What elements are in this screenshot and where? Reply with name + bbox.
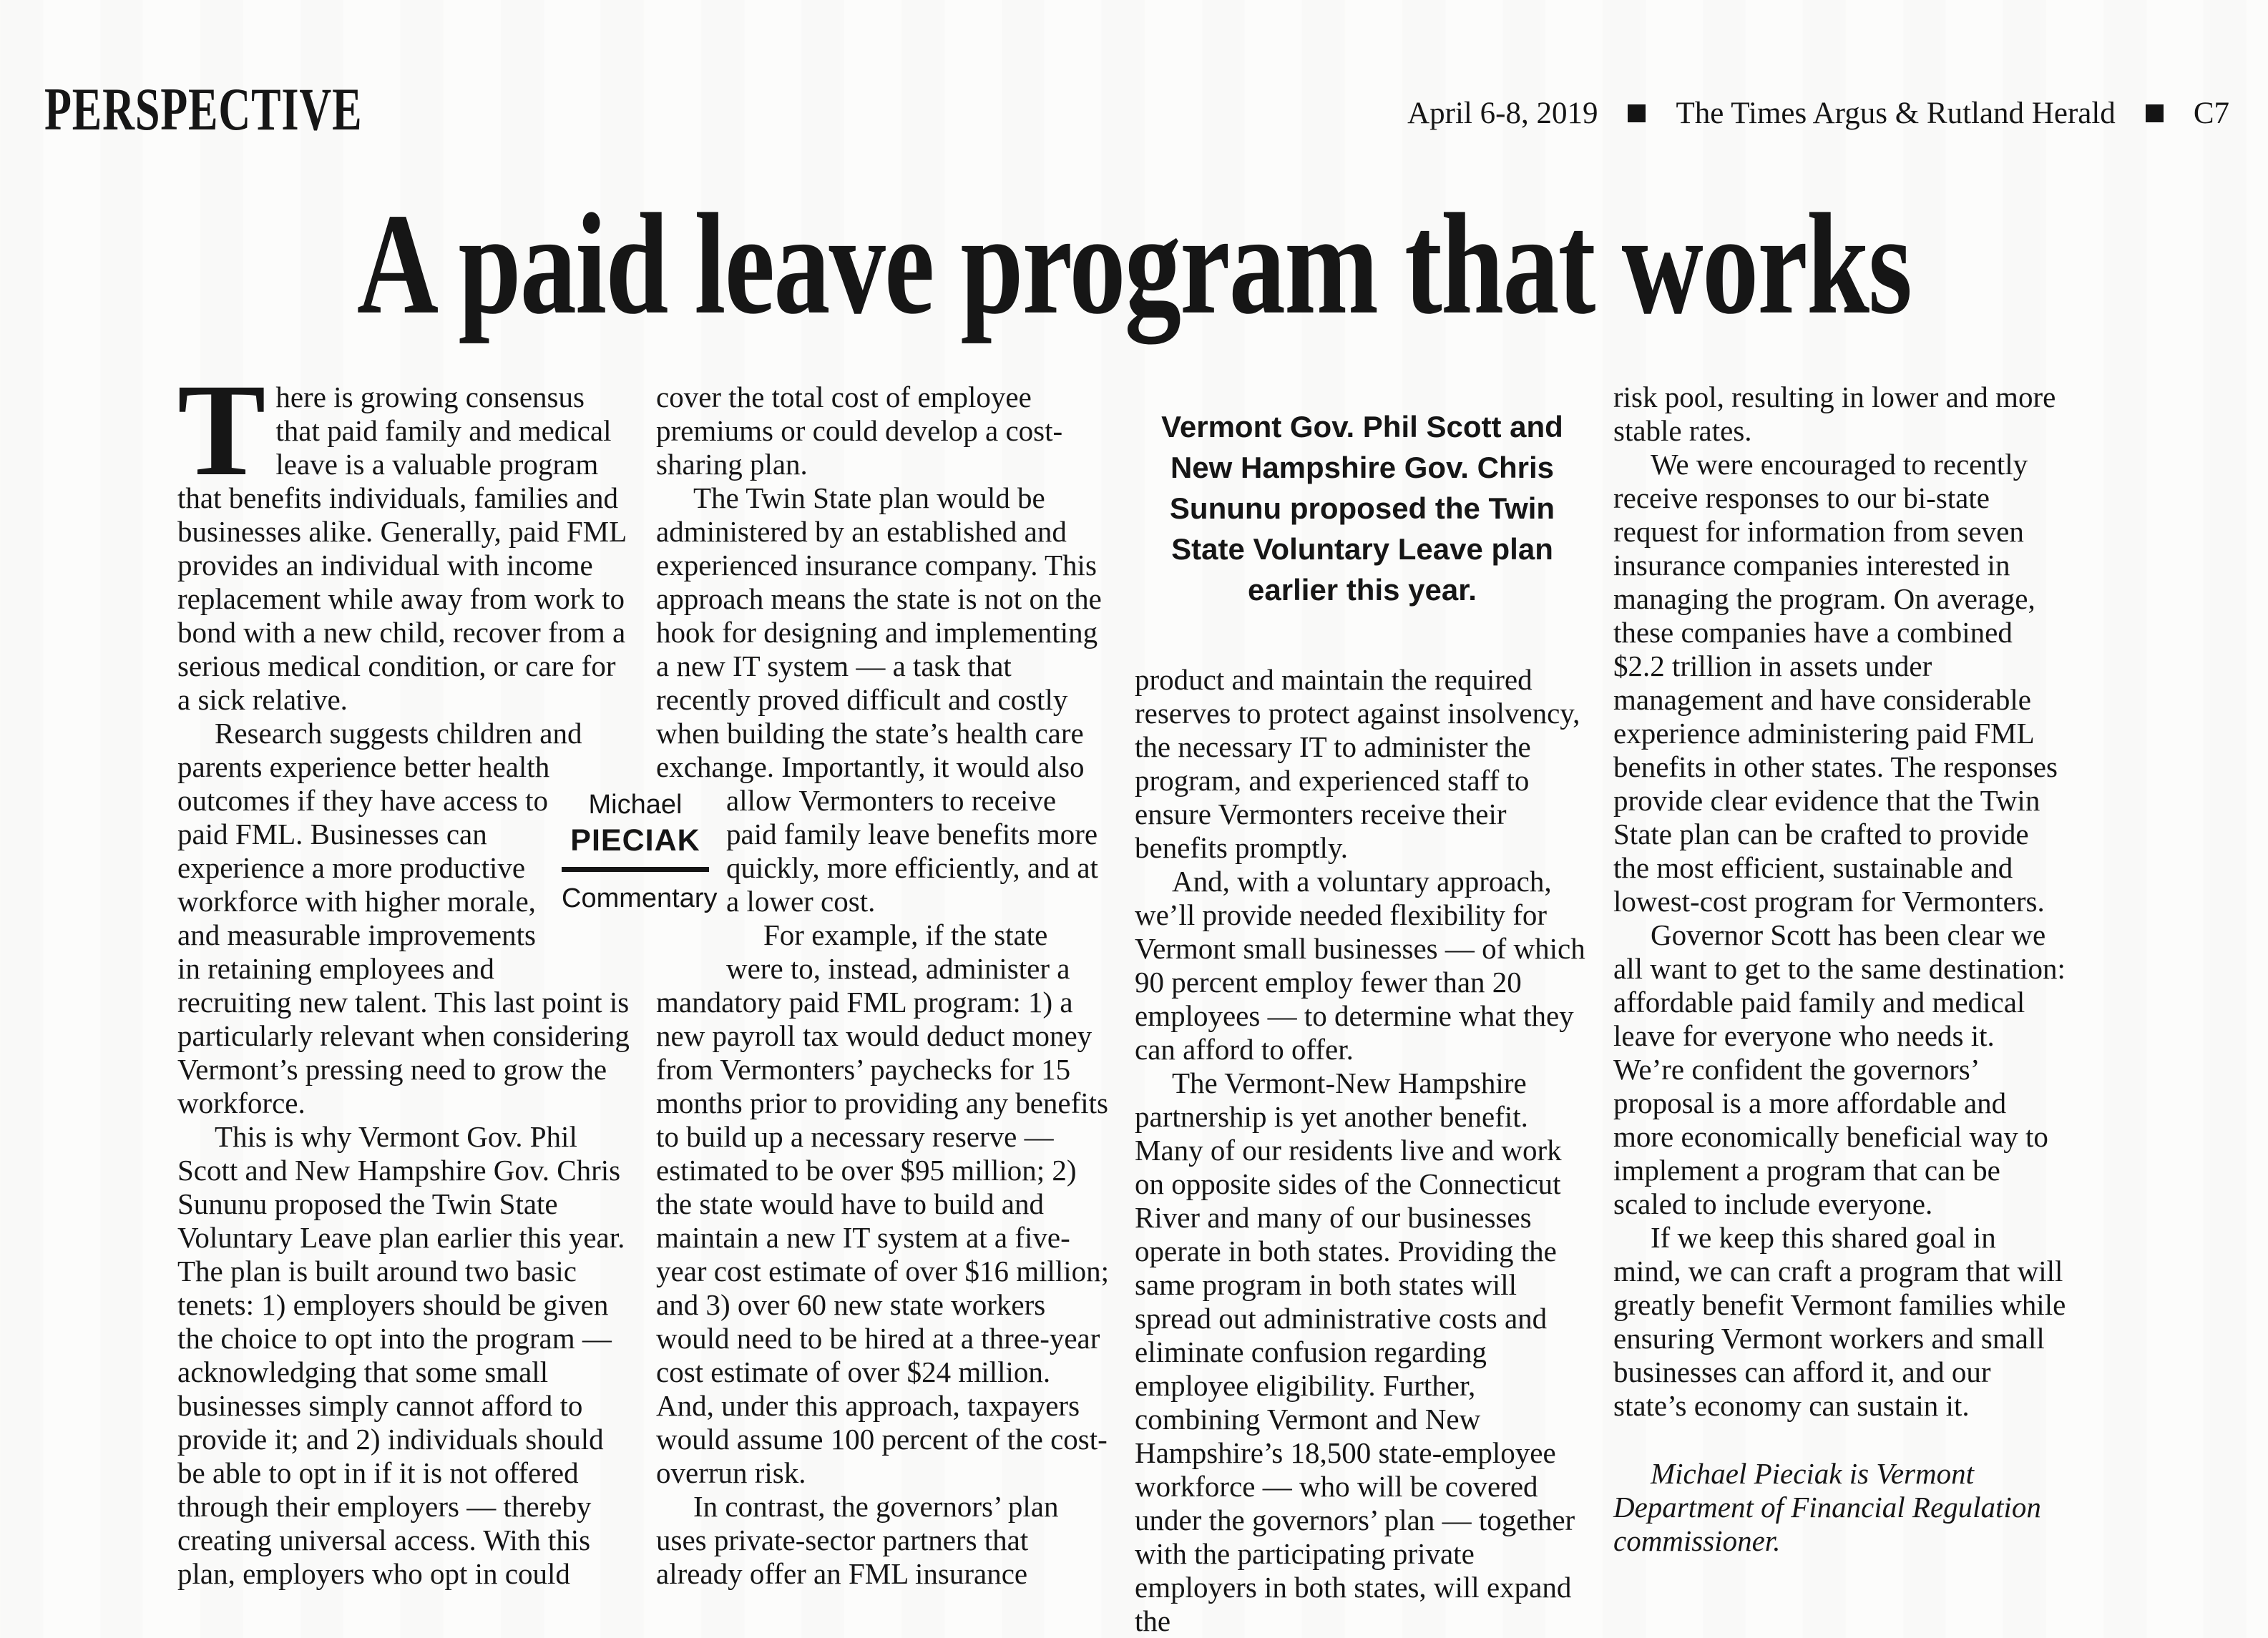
article-paragraph: In contrast, the governors’ plan uses private-sector partners that already offer an FML insurance [656,1490,1059,1590]
article-paragraph [562,481,1111,918]
article-paragraph: And, with a voluntary approach, we’ll provide needed flexibility for Vermont small businesses — of which 90 percent employ fewer than 20 employees — to determine what they can afford to offer. [1135,865,1585,1066]
article-paragraph: For example, if the state were to, instead, administer a mandatory paid FML program: 1) a new payroll tax would deduct money from Vermonters’ paychecks for 15 months prior to providing any benefits to build up a necessary reserve — estimated to be over $95 million; 2) the state would have to build and maintain a new IT system at a five-year cost estimate of over $16 million; and 3) over 60 new state workers would need to be hired at a three-year cost estimate of over $24 million. And, under this approach, taxpayers would assume 100 percent of the cost-overrun risk. [656,918,1110,1489]
publication-name: The Times Argus & Rutland Herald [1676,97,2116,130]
paragraph-text: Research suggests children and parents experience better health outcomes if they have access to [177,717,582,817]
article-paragraph: The Vermont-New Hampshire partnership is yet another benefit. Many of our residents live and work on opposite sides of the Connecticut River and many of our businesses operate in both states. Providing the same program in both states will spread out administrative costs and eliminate confusion regarding employee eligibility. Further, combining Vermont and New Hampshire’s 18,500 state-employee workforce — who will be covered under the governors’ plan — together with the participating private employers in both states, will expand the [1135,1066,1575,1637]
headline: A paid leave program that works [356,183,1912,344]
masthead-left [44,76,423,144]
article-paragraph: We were encouraged to recently receive responses to our bi-state request for information from seven insurance companies interested in managing the program. On average, these companies have a combined $2.2 trillion in assets under management and have considerable experience administering paid FML benefits in other states. The responses provide clear evidence that the Twin State plan can be crafted to provide the most efficient, sustainable and lowest-cost program for Vermonters. [1613,448,2058,918]
byline-box [562,788,718,960]
masthead-right [1407,96,2229,131]
paragraph-text: paid FML. Businesses can experience a more productive workforce with higher morale, and measurable improvements in retaining employees and recruiting new talent. This last point is particularly relevant when considering Vermont’s pressing need to grow the workforce. [177,818,630,1119]
article-paragraph: product and maintain the required reserves to protect against insolvency, the necessary IT to administer the program, and experienced staff to ensure Vermonters receive their benefits promptly. [1135,663,1580,864]
section-title: PERSPECTIVE [44,77,363,144]
article-column-2 [562,381,1111,1638]
article-column-1 [177,357,632,1638]
issue-date: April 6-8, 2019 [1407,97,1598,130]
paragraph-text: The Twin State plan would be administered by an established and experienced insurance company. This approach means the state is not on the hook for designing and implementing a new IT system — a task that recently proved difficult and costly when building the state’s health care exchange. Importantly, it would also allow [656,481,1102,817]
page-number: C7 [2193,97,2229,130]
article-paragraph [177,357,632,717]
article-paragraph: cover the total cost of employee premiums or could develop a cost-sharing plan. [656,381,1063,481]
article-paragraph: If we keep this shared goal in mind, we can craft a program that will greatly benefit Vermont families while ensuring Vermont workers and small businesses can afford it, and our state’s economy can sustain it. [1613,1221,2066,1422]
article-paragraph: Governor Scott has been clear we all want to get to the same destination: affordable paid family and medical leave for everyone who needs it. We’re confident the governors’ proposal is a more affordable and more economically beneficial way to implement a program that can be scaled to include everyone. [1613,918,2066,1220]
paragraph-text: Vermonters to receive paid family leave benefits more quickly, more efficiently, and at a lower cost. [726,784,1098,918]
paragraph-text: here is growing consensus that paid family and medical leave is a valuable program that benefits individuals, families and businesses alike. Generally, paid FML provides an individual with income replacement while away from work to bond with a new child, recover from a serious medical condition, or care for a sick relative. [177,381,626,716]
byline-last-name: PIECIAK [562,821,709,872]
headline-wrap [0,180,2268,344]
author-signoff: Michael Pieciak is Vermont Department of Financial Regulation commissioner. [1613,1457,2041,1557]
separator-square-icon [1628,104,1646,122]
drop-cap: T [177,357,266,504]
pull-quote: Vermont Gov. Phil Scott and New Hampshire Gov. Chris Sununu proposed the Twin State Voluntary Leave plan earlier this year. [1161,410,1563,607]
article-column-4 [1613,381,2068,1638]
byline-label: Commentary [562,883,718,913]
article-body [177,357,2068,1638]
byline-first-name: Michael [588,790,683,820]
article-paragraph: This is why Vermont Gov. Phil Scott and New Hampshire Gov. Chris Sununu proposed the Twin State Voluntary Leave plan earlier this year. The plan is built around two basic tenets: 1) employers should be given the choice to opt into the program — acknowledging that some small businesses simply cannot afford to provide it; and 2) individuals should be able to opt in if it is not offered through their employers — thereby creating universal access. With this plan, employers who opt in could [177,1120,625,1590]
separator-square-icon [2146,104,2164,122]
article-column-3 [1135,381,1590,1638]
article-paragraph: risk pool, resulting in lower and more stable rates. [1613,381,2056,447]
